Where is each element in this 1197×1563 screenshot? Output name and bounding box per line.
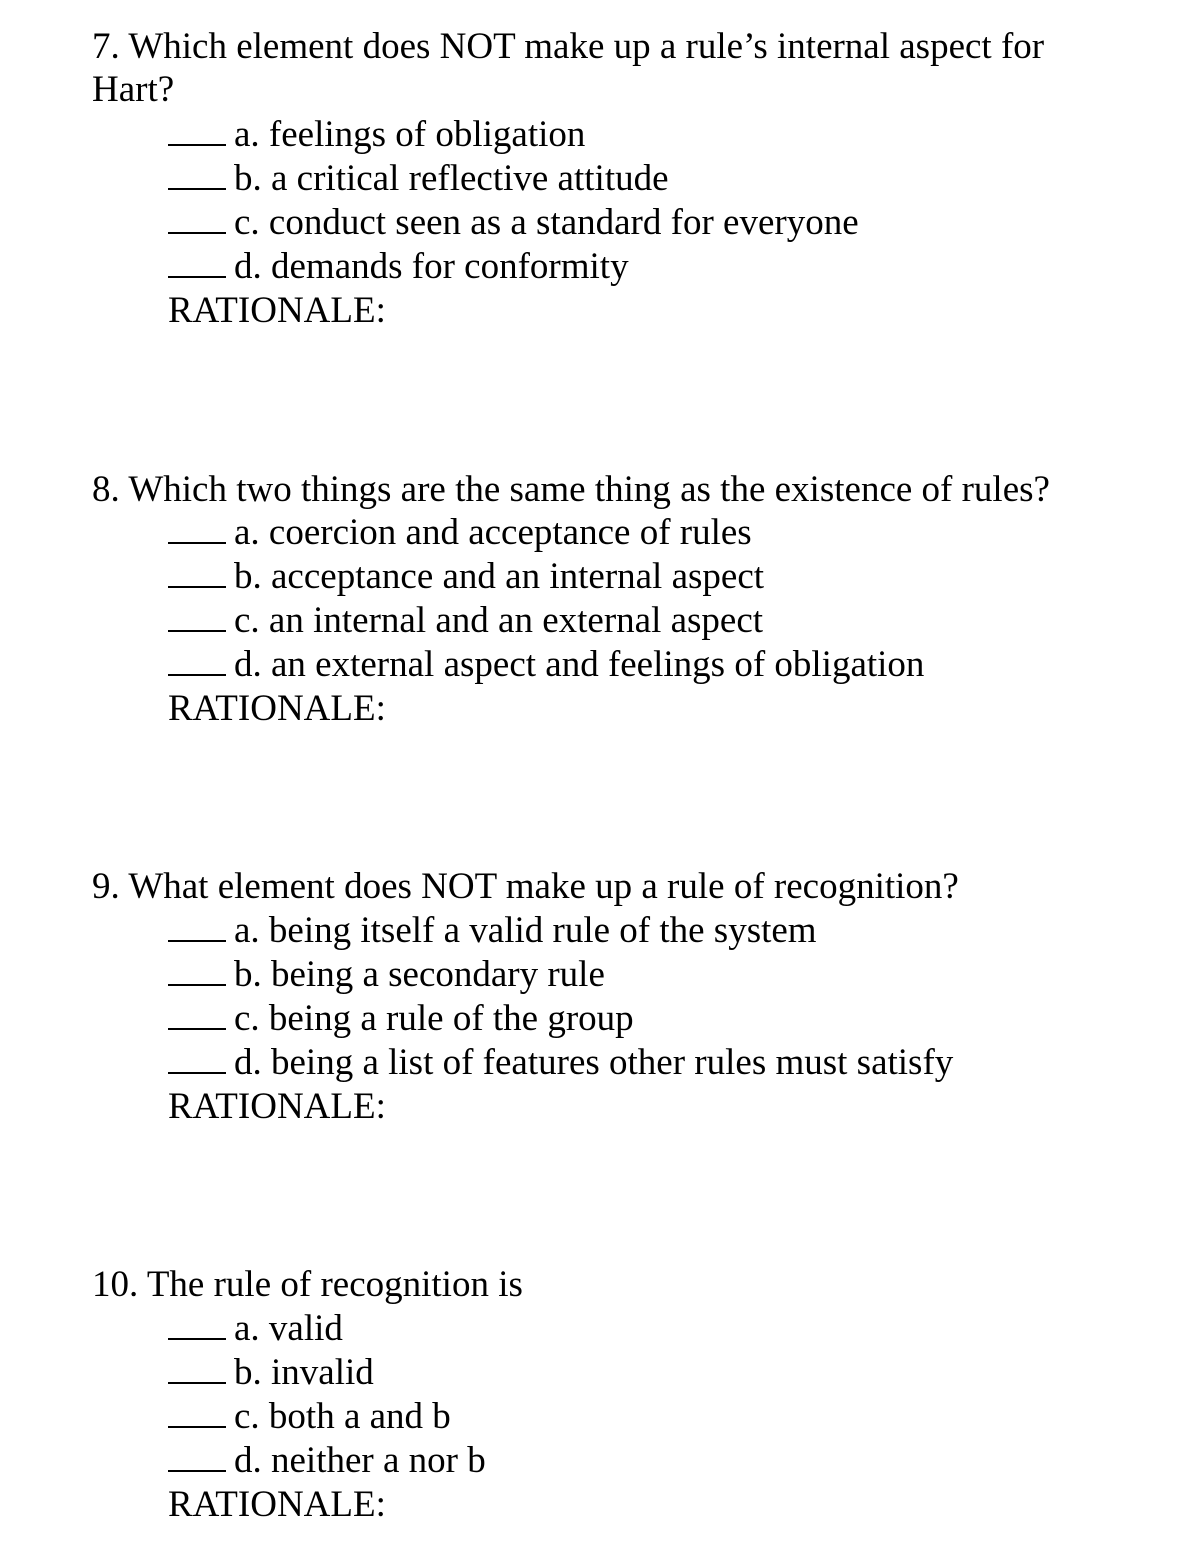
answer-blank[interactable] (168, 232, 226, 234)
option-label: c. both a and b (234, 1396, 451, 1437)
option-label: a. coercion and acceptance of rules (234, 512, 752, 553)
answer-blank[interactable] (168, 984, 226, 986)
option-label: a. being itself a valid rule of the system (234, 910, 817, 951)
option-c (168, 997, 1068, 1041)
option-label: a. valid (234, 1308, 343, 1349)
option-b (168, 555, 1068, 599)
option-label: c. conduct seen as a standard for everyone (234, 202, 859, 243)
option-a (168, 113, 1068, 157)
answer-blank[interactable] (168, 586, 226, 588)
option-label: b. invalid (234, 1352, 374, 1393)
answer-blank[interactable] (168, 1028, 226, 1030)
option-label: d. being a list of features other rules must satisfy (234, 1042, 954, 1083)
answer-blank[interactable] (168, 1470, 226, 1472)
option-b (168, 953, 1068, 997)
option-c (168, 599, 1068, 643)
answer-blank[interactable] (168, 630, 226, 632)
answer-blank[interactable] (168, 1072, 226, 1074)
answer-blank[interactable] (168, 940, 226, 942)
option-label: b. a critical reflective attitude (234, 158, 669, 199)
option-label: b. being a secondary rule (234, 954, 605, 995)
option-d (168, 1041, 1068, 1085)
option-a (168, 909, 1068, 953)
option-a (168, 1307, 1068, 1351)
question-text: 7. Which element does NOT make up a rule’s internal aspect for Hart? (92, 26, 1045, 110)
answer-blank[interactable] (168, 542, 226, 544)
option-label: a. feelings of obligation (234, 114, 586, 155)
option-a (168, 511, 1068, 555)
option-b (168, 1351, 1068, 1395)
answer-blank[interactable] (168, 1382, 226, 1384)
question-text: 10. The rule of recognition is (92, 1264, 523, 1305)
option-c (168, 1395, 1068, 1439)
option-d (168, 1439, 1068, 1483)
option-label: d. an external aspect and feelings of obligation (234, 644, 925, 685)
option-b (168, 157, 1068, 201)
answer-blank[interactable] (168, 188, 226, 190)
option-label: d. neither a nor b (234, 1440, 486, 1481)
answer-blank[interactable] (168, 1426, 226, 1428)
rationale-label: RATIONALE: (168, 688, 386, 729)
option-label: d. demands for conformity (234, 246, 629, 287)
rationale-label: RATIONALE: (168, 290, 386, 331)
question-text: 9. What element does NOT make up a rule of recognition? (92, 866, 959, 907)
option-label: c. being a rule of the group (234, 998, 634, 1039)
option-c (168, 201, 1068, 245)
answer-blank[interactable] (168, 144, 226, 146)
rationale-label: RATIONALE: (168, 1086, 386, 1127)
rationale-label: RATIONALE: (168, 1484, 386, 1525)
option-label: c. an internal and an external aspect (234, 600, 764, 641)
answer-blank[interactable] (168, 276, 226, 278)
option-d (168, 643, 1068, 687)
answer-blank[interactable] (168, 674, 226, 676)
option-label: b. acceptance and an internal aspect (234, 556, 765, 597)
answer-blank[interactable] (168, 1338, 226, 1340)
question-text: 8. Which two things are the same thing as the existence of rules? (92, 469, 1050, 510)
option-d (168, 245, 1068, 289)
